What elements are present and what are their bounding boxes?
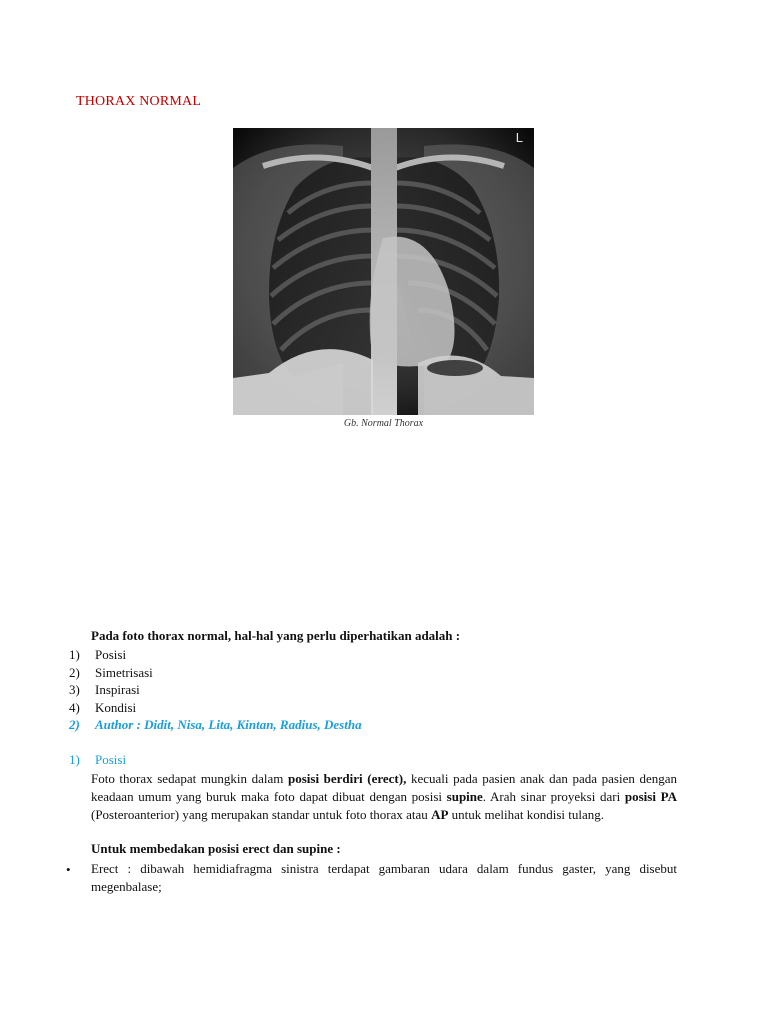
list-item: 1) Posisi [69,647,127,662]
chest-xray-image [233,128,534,415]
document-title: THORAX NORMAL [76,94,202,109]
checklist [69,646,362,734]
list-item: 2) Simetrisasi [69,664,153,680]
list-item: 3) Inspirasi [69,682,140,697]
author-line: 2) Author : Didit, Nisa, Lita, Kintan, Radius, Destha [69,717,362,732]
subheading: Untuk membedakan posisi erect dan supine : [91,841,341,856]
list-item: 4) Kondisi [69,699,137,715]
side-marker: L [515,130,523,145]
intro-text: Pada foto thorax normal, hal-hal yang perlu diperhatikan adalah : [91,628,461,643]
figure-caption: Gb. Normal Thorax [343,418,424,429]
bullet-icon: • [66,862,71,877]
bullet-text: Erect : dibawah hemidiafragma sinistra terdapat gambaran udara dalam fundus gaster, yang disebut megenbalase; [91,861,677,894]
section-heading-posisi: 1) Posisi [69,752,127,767]
posisi-paragraph: Foto thorax sedapat mungkin dalam posisi berdiri (erect), kecuali pada pasien anak dan pada pasien dengan keadaan umum yang buruk maka foto dapat dibuat dengan posisi supine. Arah sinar proyeksi dari posisi PA (Posteroanterior) yang merupakan standar untuk foto thorax atau AP untuk melihat kondisi tulang. [91,771,677,822]
